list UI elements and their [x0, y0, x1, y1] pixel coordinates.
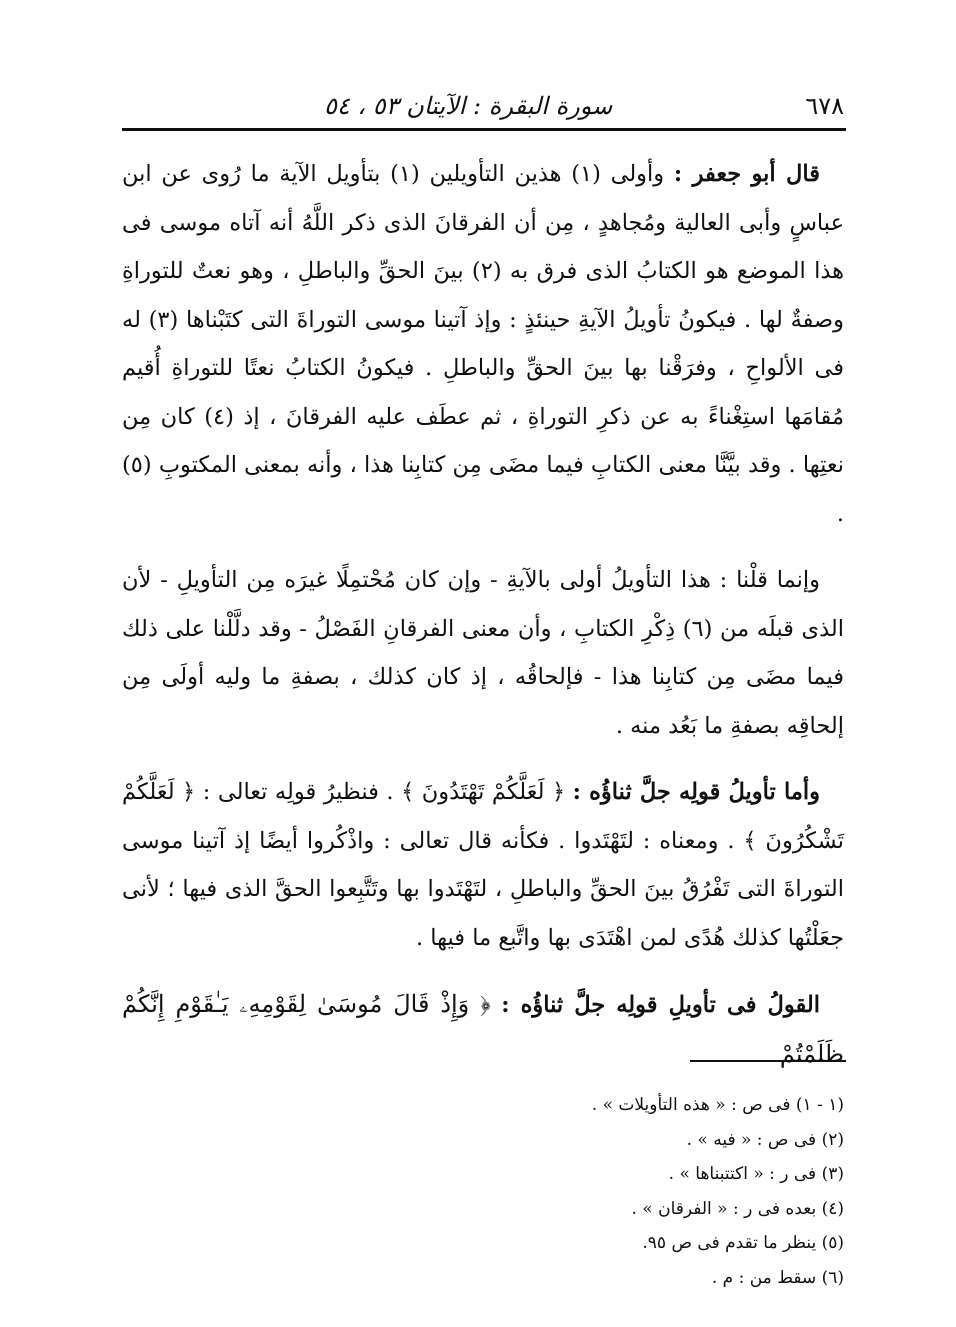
footnote-5: (٥) ينظر ما تقدم فى ص ٩٥. [642, 1233, 844, 1253]
paragraph-1 [122, 150, 844, 538]
paragraph-1-lead: قال أبو جعفر : [673, 161, 820, 187]
header-rule [122, 128, 846, 131]
paragraph-4-lead: القولُ فى تأويلِ قولِه جلَّ ثناؤُه : [501, 992, 821, 1018]
footnote-3: (٣) فى ر : « اكتتبناها » . [668, 1164, 844, 1184]
main-text [122, 150, 844, 1097]
paragraph-1-text: وأولى (١) هذين التأويلين (١) بتأويل الآية ما رُوى عن ابن عباسٍ وأبى العالية ومُجاهدٍ ، مِن أن الفرقانَ الذى ذكر اللَّهُ أنه آتاه موسى فى هذا الموضع هو الكتابُ الذى فرق به (٢) بينَ الحقِّ والباطلِ ، وهو نعتٌ للتوراةِ وصفةٌ لها . فيكونُ تأويلُ الآيةِ حينئذٍ : وإذ آتينا موسى التوراةَ التى كتَبْناها (٣) له فى الألواحِ ، وفرَقْنا بها بينَ الحقِّ والباطلِ . فيكونُ الكتابُ نعتًا للتوراةِ أُقيم مُقامَها استِغْناءً به عن ذكرِ التوراةِ ، ثم عطَف عليه الفرقانَ ، إذ (٤) كان مِن نعتِها . وقد بيَّنَّا معنى الكتابِ فيما مضَى مِن كتابِنا هذا ، وأنه بمعنى المكتوبِ (٥) . [122, 161, 845, 527]
page-header [124, 76, 844, 120]
paragraph-3 [122, 768, 844, 962]
footnotes [324, 1088, 844, 1295]
paragraph-2 [122, 556, 844, 750]
page-number: ٦٧٨ [805, 92, 844, 120]
paragraph-2-text: وإنما قلْنا : هذا التأويلُ أولى بالآيةِ - وإن كان مُحْتمِلًا غيرَه مِن التأويلِ - لأن الذى قبلَه من (٦) ذِكْرِ الكتابِ ، وأن معنى الفرقانِ الفَصْلُ - وقد دلَّلْنا على ذلك فيما مضَى مِن كتابِنا هذا - فإلحاقُه ، إذ كان كذلك ، بصفةِ ما وليه أولَى مِن إلحاقِه بصفةِ ما بَعُد منه . [122, 567, 845, 739]
paragraph-4-text: ﴿ وَإِذْ قَالَ مُوسَىٰ لِقَوْمِهِۦ يَـٰقَوْمِ إِنَّكُمْ ظَلَمْتُمْ [122, 990, 844, 1068]
paragraph-3-lead: وأما تأويلُ قولِه جلَّ ثناؤُه : [572, 779, 820, 805]
paragraph-4 [122, 980, 844, 1079]
running-title: سورة البقرة : الآيتان ٥٣ ، ٥٤ [324, 92, 613, 120]
footnote-2: (٢) فى ص : « فيه » . [686, 1129, 844, 1150]
footnote-1: (١ - ١) فى ص : « هذه التأويلات » . [591, 1095, 844, 1115]
footnote-rule [690, 1060, 846, 1062]
footnote-4: (٤) بعده فى ر : « الفرقان » . [631, 1198, 844, 1219]
footnote-6: (٦) سقط من : م . [711, 1267, 844, 1288]
paragraph-3-text: ﴿ لَعَلَّكُمْ تَهْتَدُونَ ﴾ . فنظيرُ قولِه تعالى : ﴿ لَعَلَّكُمْ تَشْكُرُونَ ﴾ . ومعناه : لتَهْتَدوا . فكأنه قال تعالى : واذْكُروا أيضًا إذ آتينا موسى التوراةَ التى تَفْرُقُ بينَ الحقِّ والباطلِ ، لتَهْتَدوا بها وتَتَّبِعوا الحقَّ الذى فيها ؛ لأنى جعَلْتُها كذلك هُدًى لمن اهْتَدَى بها واتَّبع ما فيها . [122, 779, 844, 951]
